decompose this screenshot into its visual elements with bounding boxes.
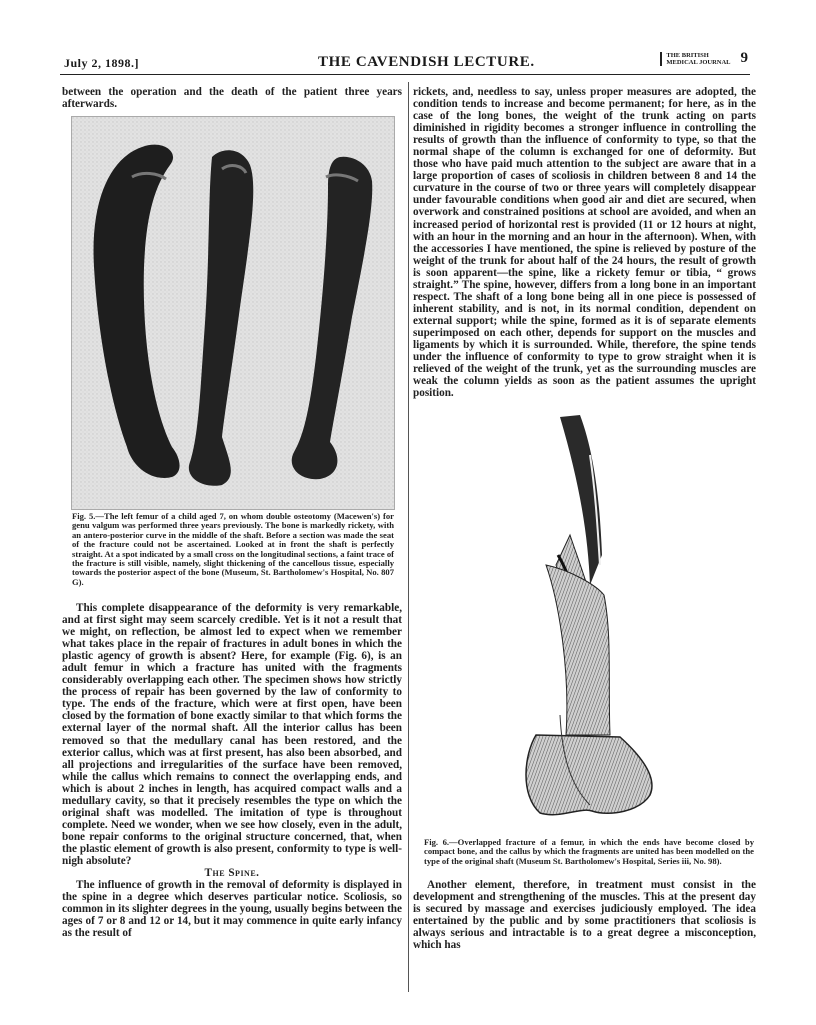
running-header <box>60 50 750 75</box>
section-heading-spine: The Spine. <box>204 867 260 880</box>
left-paragraph-2: The influence of growth in the removal of deformity is displayed in the spine in a degree which deserves particular notice. Scoliosis, so common in its slighter degrees in the young, usually begins between the ages of 7 or 8 and 12 or 14, but it may commence in quite early infancy as the result of <box>62 879 402 940</box>
right-column-bottom <box>413 879 756 951</box>
column-divider <box>408 82 409 992</box>
figure-6-label: Fig. 6. <box>424 837 450 847</box>
right-column-top <box>413 86 756 399</box>
left-column-body <box>62 602 402 939</box>
page-number: 9 <box>740 50 748 66</box>
figure-6-fracture-drawing <box>500 415 680 820</box>
figure-5-caption-text: —The left femur of a child aged 7, on whom double osteotomy (Macewen's) for genu valgum was performed three years previously. The bone is markedly rickety, with an antero-posterior curve in the middle of the shaft. Before a section was made the seat of the fracture could not be ascertained. Looked at in front the shaft is perfectly straight. At a spot indicated by a small cross on the longitudinal sections, a faint trace of the fracture is still visible, namely, slight thickening of the cancellous tissue, especially towards the posterior aspect of the bone (Museum, St. Bartholomew's Hospital, No. 807 G). <box>72 511 394 587</box>
figure-5-caption <box>72 512 394 587</box>
right-paragraph-2: Another element, therefore, in treatment must consist in the development and strengthening of the muscles. This at the present day is secured by massage and exercises judiciously employed. The idea entertained by the public and by some practitioners that scoliosis is always serious and intractable is to a great degree a misconception, which has <box>413 879 756 952</box>
intro-text: between the operation and the death of the patient three years afterwards. <box>62 86 402 111</box>
left-column-intro <box>62 86 402 110</box>
journal-line-2: MEDICAL JOURNAL <box>666 58 731 66</box>
header-title: THE CAVENDISH LECTURE. <box>318 54 535 70</box>
header-journal <box>660 50 748 67</box>
left-paragraph-1: This complete disappearance of the deformity is very remarkable, and at first sight may seem scarcely credible. Yet is it not a result that we might, on reflection, be almost led to expect when we remember what takes place in the repair of fractures in adult bones in which the plastic agency of growth is absent? Here, for example (Fig. 6), is an adult femur in which a fracture has united with the fragments considerably overlapping each other. The specimen shows how strictly the process of repair has been governed by the law of conformity to type. The ends of the fracture, which were at first open, have been closed by the formation of bone exactly similar to that which forms the external layer of the normal shaft. All the interior callus has been removed so that the medullary canal has been restored, and the exterior callus, which was at first present, has also been absorbed, and all projections and irregularities of the surface have been removed, while the callus which remains to connect the overlapping ends, and which is about 2 inches in length, has acquired compact walls and a medullary cavity, so that it precisely resembles the type on which the original shaft was modelled. The imitation of type is throughout complete. Need we wonder, when we see how closely, even in the adult, bone repair conforms to the original structure concerned, that, when the plastic element of growth is also present, conformity to type is well-nigh absolute? <box>62 602 402 867</box>
right-paragraph-1: rickets, and, needless to say, unless proper measures are adopted, the condition tends to increase and become permanent; for here, as in the case of the long bones, the weight of the trunk acting on parts diminished in rigidity becomes a stronger influence in controlling the results of growth than the influence of conformity to type, so that the normal shape of the column is exchanged for one of deformity. But those who have paid much attention to the subject are aware that in a large proportion of cases of scoliosis in children between 8 and 14 the curvature in the course of two or three years will completely disappear under favourable conditions when good air and diet are secured, when overwork and constrained positions at school are avoided, and when an increased period of horizontal rest is provided (11 or 12 hours at night, with an hour in the morning and an hour in the afternoon). When, with the accessories I have mentioned, the spine is relieved by posture of the weight of the trunk for about half of the 24 hours, the result of growth is soon apparent—the spine, like a rickety femur or tibia, “ grows straight.” The spine, however, differs from a long bone in an important respect. The shaft of a long bone being all in one piece is possessed of inherent stability, and is not, in its normal condition, dependent on external support; while the spine, formed as it is of separate elements superimposed on each other, depends for support on the muscles and ligaments by which it is surrounded. While, therefore, the spine tends under the influence of conformity to type to grow straight when it is relieved of the weight of the trunk, yet as the surrounding muscles are weak the column yields as soon as the patient assumes the upright position. <box>413 86 756 400</box>
figure-6-caption <box>424 838 754 866</box>
header-date: July 2, 1898.] <box>64 56 140 70</box>
figure-5-femurs-photo <box>71 116 395 510</box>
journal-name <box>660 52 730 66</box>
figure-5-label: Fig. 5. <box>72 511 96 521</box>
femur-illustration <box>72 117 394 509</box>
journal-line-1: THE BRITISH <box>666 51 709 59</box>
lower-shaft <box>546 565 610 735</box>
condyles <box>526 735 652 815</box>
figure-6-caption-text: —Overlapped fracture of a femur, in which the ends have become closed by compact bone, and the callus by which the fragments are united has been modelled on the type of the original shaft (Museum St. Bartholomew's Hospital, Series iii, No. 98). <box>424 837 754 866</box>
fracture-illustration <box>500 415 680 820</box>
